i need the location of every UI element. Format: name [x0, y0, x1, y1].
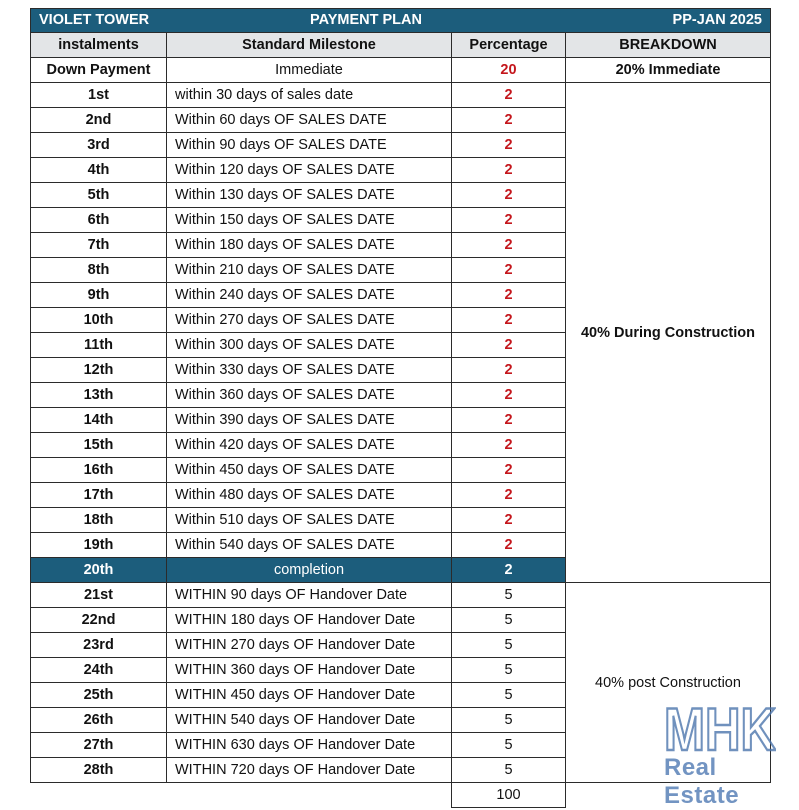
instalment-cell: 3rd: [31, 133, 167, 158]
milestone-cell: Within 330 days OF SALES DATE: [167, 358, 452, 383]
milestone-cell: Within 450 days OF SALES DATE: [167, 458, 452, 483]
instalment-cell: 23rd: [31, 633, 167, 658]
milestone-cell: Within 210 days OF SALES DATE: [167, 258, 452, 283]
percentage-cell: 2: [452, 383, 566, 408]
instalment-cell: 22nd: [31, 608, 167, 633]
instalment-cell: 24th: [31, 658, 167, 683]
column-header-row: [31, 33, 771, 58]
percentage-cell: 5: [452, 708, 566, 733]
instalment-cell: 25th: [31, 683, 167, 708]
instalment-cell: 11th: [31, 333, 167, 358]
percentage-cell: 2: [452, 533, 566, 558]
milestone-cell: Within 360 days OF SALES DATE: [167, 383, 452, 408]
milestone-cell: WITHIN 450 days OF Handover Date: [167, 683, 452, 708]
percentage-cell: 5: [452, 583, 566, 608]
instalment-cell: 2nd: [31, 108, 167, 133]
instalment-cell: 16th: [31, 458, 167, 483]
milestone-cell: Within 120 days OF SALES DATE: [167, 158, 452, 183]
percentage-cell: 2: [452, 183, 566, 208]
instalment-cell: 12th: [31, 358, 167, 383]
percentage-cell: 2: [452, 458, 566, 483]
percentage-cell: 2: [452, 333, 566, 358]
instalment-cell: 6th: [31, 208, 167, 233]
milestone-cell: Within 150 days OF SALES DATE: [167, 208, 452, 233]
milestone-cell: completion: [167, 558, 452, 583]
column-header-milestone: Standard Milestone: [167, 33, 452, 58]
percentage-cell: 5: [452, 683, 566, 708]
instalment-cell: 9th: [31, 283, 167, 308]
milestone-cell: WITHIN 360 days OF Handover Date: [167, 658, 452, 683]
percentage-cell: 2: [452, 108, 566, 133]
total-row: [31, 783, 771, 808]
percentage-cell: 2: [452, 358, 566, 383]
instalment-cell: 26th: [31, 708, 167, 733]
mhk-logo-mark: [664, 700, 776, 756]
milestone-cell: Within 240 days OF SALES DATE: [167, 283, 452, 308]
payment-plan-sheet: [30, 8, 770, 808]
percentage-cell: 5: [452, 758, 566, 783]
instalment-cell: 8th: [31, 258, 167, 283]
breakdown-during-construction: 40% During Construction: [566, 83, 771, 583]
post-construction-row: [31, 583, 771, 608]
milestone-cell: WITHIN 270 days OF Handover Date: [167, 633, 452, 658]
column-header-breakdown: BREAKDOWN: [566, 33, 771, 58]
milestone-cell: WITHIN 540 days OF Handover Date: [167, 708, 452, 733]
instalment-cell: 1st: [31, 83, 167, 108]
milestone-cell: Within 510 days OF SALES DATE: [167, 508, 452, 533]
total-spacer: [31, 783, 167, 808]
milestone-cell: WITHIN 90 days OF Handover Date: [167, 583, 452, 608]
title-row: [31, 9, 771, 33]
percentage-cell: 2: [452, 83, 566, 108]
milestone-cell: Within 60 days OF SALES DATE: [167, 108, 452, 133]
mhk-real-estate-logo: [662, 700, 778, 809]
milestone-cell: Within 300 days OF SALES DATE: [167, 333, 452, 358]
milestone-cell: Within 130 days OF SALES DATE: [167, 183, 452, 208]
milestone-cell: Within 270 days OF SALES DATE: [167, 308, 452, 333]
instalment-cell: Down Payment: [31, 58, 167, 83]
milestone-cell: Within 180 days OF SALES DATE: [167, 233, 452, 258]
milestone-cell: Within 540 days OF SALES DATE: [167, 533, 452, 558]
milestone-cell: Within 480 days OF SALES DATE: [167, 483, 452, 508]
instalment-cell: 17th: [31, 483, 167, 508]
column-header-percentage: Percentage: [452, 33, 566, 58]
instalment-cell: 10th: [31, 308, 167, 333]
total-percentage: 100: [452, 783, 566, 808]
construction-row: [31, 83, 771, 108]
percentage-cell: 2: [452, 433, 566, 458]
percentage-cell: 2: [452, 283, 566, 308]
percentage-cell: 5: [452, 608, 566, 633]
instalment-cell: 19th: [31, 533, 167, 558]
milestone-cell: WITHIN 630 days OF Handover Date: [167, 733, 452, 758]
payment-plan-table: [30, 8, 771, 808]
down-payment-row: [31, 58, 771, 83]
breakdown-post-construction: 40% post Construction: [566, 583, 771, 783]
milestone-cell: Within 420 days OF SALES DATE: [167, 433, 452, 458]
percentage-cell: 2: [452, 508, 566, 533]
instalment-cell: 4th: [31, 158, 167, 183]
column-header-instalments: instalments: [31, 33, 167, 58]
percentage-cell: 2: [452, 158, 566, 183]
percentage-cell: 5: [452, 658, 566, 683]
percentage-cell: 2: [452, 408, 566, 433]
percentage-cell: 2: [452, 133, 566, 158]
milestone-cell: Within 90 days OF SALES DATE: [167, 133, 452, 158]
instalment-cell: 5th: [31, 183, 167, 208]
instalment-cell: 21st: [31, 583, 167, 608]
percentage-cell: 2: [452, 308, 566, 333]
instalment-cell: 14th: [31, 408, 167, 433]
instalment-cell: 15th: [31, 433, 167, 458]
sheet-title: PAYMENT PLAN: [167, 9, 566, 33]
milestone-cell: Within 390 days OF SALES DATE: [167, 408, 452, 433]
percentage-cell: 2: [452, 208, 566, 233]
plan-code: PP-JAN 2025: [566, 9, 771, 33]
logo-mark-text: MHK: [664, 700, 776, 756]
instalment-cell: 18th: [31, 508, 167, 533]
total-spacer: [167, 783, 452, 808]
milestone-cell: within 30 days of sales date: [167, 83, 452, 108]
percentage-cell: 2: [452, 258, 566, 283]
breakdown-immediate: 20% Immediate: [566, 58, 771, 83]
instalment-cell: 13th: [31, 383, 167, 408]
logo-subtitle: Real Estate: [664, 754, 740, 809]
instalment-cell: 20th: [31, 558, 167, 583]
percentage-cell: 2: [452, 233, 566, 258]
percentage-cell: 2: [452, 483, 566, 508]
milestone-cell: WITHIN 720 days OF Handover Date: [167, 758, 452, 783]
percentage-cell: 2: [452, 558, 566, 583]
instalment-cell: 27th: [31, 733, 167, 758]
instalment-cell: 7th: [31, 233, 167, 258]
milestone-cell: Immediate: [167, 58, 452, 83]
instalment-cell: 28th: [31, 758, 167, 783]
project-name: VIOLET TOWER: [31, 9, 167, 33]
percentage-cell: 20: [452, 58, 566, 83]
milestone-cell: WITHIN 180 days OF Handover Date: [167, 608, 452, 633]
percentage-cell: 5: [452, 733, 566, 758]
percentage-cell: 5: [452, 633, 566, 658]
